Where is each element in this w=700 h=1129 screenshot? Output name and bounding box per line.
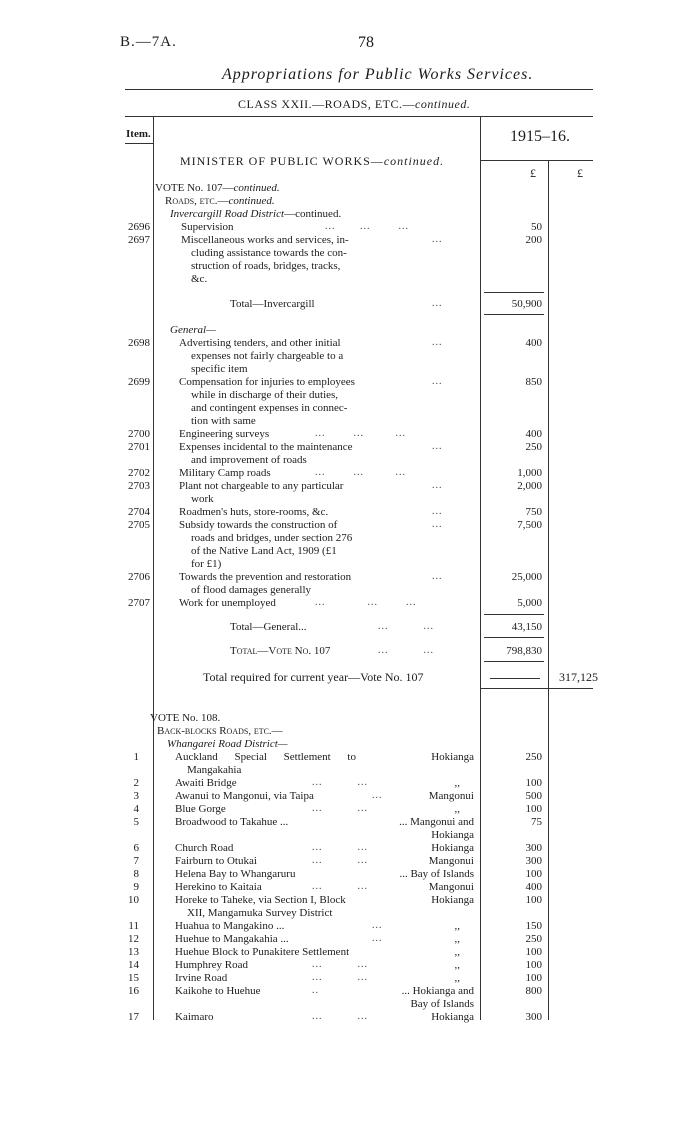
item-number: 10 [128,894,139,906]
page-number: 78 [358,34,374,51]
row-description-continued: roads and bridges, under section 276 [191,532,353,544]
currency-symbol-col1: £ [530,166,536,180]
county-name: Mangonui [428,855,474,867]
row-description: Advertising tenders, and other initial [179,337,341,349]
invercargill-total-amount: 50,900 [511,298,542,310]
leader-dots: ... [432,480,443,491]
leader-dots: ... ... [378,645,434,656]
leader-dots: ... ... [312,972,368,983]
leader-dots: ... ... [312,881,368,892]
road-name: Kaikohe to Huehue [175,985,261,997]
row-amount: 300 [525,855,542,867]
road-name: Blue Gorge [175,803,226,815]
table-top-rule [125,116,593,117]
row-amount: 300 [525,1011,542,1023]
county-name: Hokianga [431,894,474,906]
row-amount: 100 [525,777,542,789]
item-number: 13 [128,946,139,958]
vote-108-heading: VOTE No. 108. [150,712,221,724]
county-name: Hokianga [431,751,474,763]
row-amount: 250 [525,751,542,763]
row-description: Work for unemployed [179,597,276,609]
required-total-dash [490,678,540,679]
item-number: 11 [128,920,139,932]
row-description: Military Camp roads [179,467,271,479]
row-amount: 100 [525,959,542,971]
county-name: ... Hokianga and [401,985,474,997]
county-name: ,, [454,933,460,945]
year-header-rule [480,160,593,161]
leader-dots: ... [372,933,383,944]
leader-dots: ... [432,441,443,452]
row-amount: 100 [525,894,542,906]
document-reference: B.—7A. [120,34,177,50]
county-name: ,, [454,972,460,984]
invercargill-total-label: Total—Invercargill [230,298,315,310]
county-name-continued: Bay of Islands [410,998,474,1010]
leader-dots: ... ... ... [315,597,417,608]
row-amount: 2,000 [517,480,542,492]
row-amount: 750 [525,506,542,518]
road-name: Horeke to Taheke, via Section I, Block [175,894,346,906]
row-amount: 100 [525,972,542,984]
leader-dots: ... ... [312,777,368,788]
item-number: 2706 [128,571,150,583]
leader-dots: ... [432,506,443,517]
row-amount: 400 [525,428,542,440]
county-name: Mangonui [428,790,474,802]
county-name: Hokianga [431,842,474,854]
leader-dots: ... [432,337,443,348]
item-number: 12 [128,933,139,945]
row-description: Supervision [181,221,234,233]
vote-107-total-label: Total—Vote No. 107 [230,645,331,657]
row-description-continued: of the Native Land Act, 1909 (£1 [191,545,337,557]
road-name-continued: XII, Mangamuka Survey District [187,907,333,919]
road-name: Awaiti Bridge [175,777,237,789]
row-description: Towards the prevention and restoration [179,571,352,583]
invercargill-district-continued: —continued. [284,208,342,220]
road-name: Herekino to Kaitaia [175,881,262,893]
leader-dots: ... ... [312,959,368,970]
row-description-continued: and improvement of roads [191,454,307,466]
item-number: 3 [133,790,139,802]
vote-108-subheading: Back-blocks Roads, etc.— [157,725,283,737]
county-name: ,, [454,803,460,815]
row-description-continued: specific item [191,363,248,375]
leader-dots: ... [432,234,443,245]
county-name: ,, [454,777,460,789]
leader-dots: ... ... [312,855,368,866]
row-description: Miscellaneous works and services, in- [181,234,349,246]
item-number: 2705 [128,519,150,531]
class-heading-text: CLASS XXII.—ROADS, ETC.— [238,97,416,111]
subtotal-rule [484,661,544,662]
subtotal-rule [484,614,544,615]
row-amount: 100 [525,803,542,815]
row-amount: 75 [531,816,542,828]
row-amount: 500 [525,790,542,802]
road-name-continued: Mangakahia [187,764,242,776]
row-description: Subsidy towards the construction of [179,519,338,531]
vote-107-subheading [165,195,275,208]
row-description: Engineering surveys [179,428,270,440]
item-column-rule [153,116,154,1020]
invercargill-district-heading [170,208,341,221]
leader-dots: ... [432,571,443,582]
row-amount: 1,000 [517,467,542,479]
row-description: Roadmen's huts, store-rooms, &c. [179,506,329,518]
leader-dots: ... [432,376,443,387]
row-amount: 400 [525,881,542,893]
item-number: 2704 [128,506,150,518]
amount-column-middle-rule [548,160,549,1020]
item-header-rule [125,143,153,144]
leader-dots: ... ... ... [325,221,409,232]
item-number: 2698 [128,337,150,349]
row-description-continued: for £1) [191,558,222,570]
county-name: Mangonui [428,881,474,893]
row-description-continued: expenses not fairly chargeable to a [191,350,344,362]
row-description-continued: work [191,493,214,505]
row-amount: 300 [525,842,542,854]
year-column-header: 1915–16. [510,128,570,145]
row-description: Expenses incidental to the maintenance [179,441,353,453]
road-name: Humphrey Road [175,959,249,971]
row-amount: 400 [525,337,542,349]
amount-column-left-rule [480,116,481,1020]
item-number: 8 [133,868,139,880]
leader-dots: ... [372,920,383,931]
row-description-continued: tion with same [191,415,256,427]
county-name: ... Mangonui and [399,816,474,828]
row-description-continued: of flood damages generally [191,584,312,596]
item-number: 9 [133,881,139,893]
row-amount: 150 [525,920,542,932]
county-name: ,, [454,959,460,971]
leader-dots: .. [312,985,319,996]
row-amount: 5,000 [517,597,542,609]
leader-dots: ... [432,519,443,530]
row-amount: 200 [525,234,542,246]
subtotal-rule [484,637,544,638]
leader-dots: ... [432,298,443,309]
item-number: 6 [133,842,139,854]
row-amount: 100 [525,946,542,958]
item-number: 2707 [128,597,150,609]
row-amount: 250 [525,933,542,945]
class-heading-continued: continued. [415,97,471,111]
ministry-heading [180,154,444,169]
whangarei-district-heading: Whangarei Road District— [167,738,288,750]
item-number: 5 [133,816,139,828]
item-number: 15 [128,972,139,984]
item-number: 14 [128,959,139,971]
row-amount: 800 [525,985,542,997]
item-number: 2696 [128,221,150,233]
road-name: Kaimaro [175,1011,214,1023]
class-heading [238,97,470,112]
required-total-label: Total required for current year—Vote No. 107 [203,670,424,684]
road-name: Auckland Special Settlement to [175,751,356,763]
invercargill-district-name: Invercargill Road District [170,208,285,220]
road-name: Huahua to Mangakino ... [175,920,285,932]
vote-107-title: VOTE No. 107— [155,182,234,194]
county-name: ... Bay of Islands [399,868,474,880]
item-number: 2702 [128,467,150,479]
item-number: 4 [133,803,139,815]
row-description-continued: cluding assistance towards the con- [191,247,347,259]
row-amount: 100 [525,868,542,880]
road-name: Huehue Block to Punakitere Settlement [175,946,350,958]
road-name: Church Road [175,842,234,854]
row-description-continued: and contingent expenses in connec- [191,402,348,414]
county-name: Hokianga [431,1011,474,1023]
item-number: 7 [133,855,139,867]
currency-symbol-col2: £ [577,166,583,180]
required-total-amount: 317,125 [559,670,598,684]
row-amount: 25,000 [511,571,542,583]
page-title: Appropriations for Public Works Services. [222,66,534,83]
row-description: Plant not chargeable to any particular [179,480,344,492]
row-amount: 850 [525,376,542,388]
row-amount: 50 [531,221,542,233]
general-total-label: Total—General... [230,621,307,633]
county-name-continued: Hokianga [431,829,474,841]
header-rule [125,89,593,90]
road-name: Fairburn to Otukai [175,855,257,867]
road-name: Awanui to Mangonui, via Taipa [175,790,314,802]
row-description: Compensation for injuries to employees [179,376,355,388]
row-amount: 250 [525,441,542,453]
vote-107-subheading-continued: continued. [228,195,275,207]
item-number: 2701 [128,441,150,453]
item-number: 2 [133,777,139,789]
road-name: Huehue to Mangakahia ... [175,933,289,945]
leader-dots: ... ... [312,1011,368,1022]
item-number: 1 [133,751,139,763]
item-number: 2700 [128,428,150,440]
leader-dots: ... ... ... [315,467,406,478]
ministry-continued: continued. [383,154,445,168]
item-number: 2703 [128,480,150,492]
leader-dots: ... ... ... [315,428,406,439]
road-name: Helena Bay to Whangaruru [175,868,296,880]
county-name: ,, [454,946,460,958]
road-name: Irvine Road [175,972,228,984]
county-name: ,, [454,920,460,932]
vote-107-total-amount: 798,830 [506,645,542,657]
row-description-continued: while in discharge of their duties, [191,389,339,401]
vote-107-continued: continued. [233,182,280,194]
item-number: 2699 [128,376,150,388]
road-name: Broadwood to Takahue ... [175,816,289,828]
subtotal-rule [484,292,544,293]
leader-dots: ... ... [312,803,368,814]
row-amount: 7,500 [517,519,542,531]
required-total-rule [480,688,593,689]
item-number: 17 [128,1011,139,1023]
item-column-header: Item. [126,128,151,140]
row-description-continued: struction of roads, bridges, tracks, [191,260,341,272]
ministry-name: MINISTER OF PUBLIC WORKS— [180,154,384,168]
vote-107-subheading-text: Roads, etc.— [165,195,229,207]
item-number: 2697 [128,234,150,246]
general-total-amount: 43,150 [511,621,542,633]
leader-dots: ... ... [312,842,368,853]
row-description-continued: &c. [191,273,208,285]
leader-dots: ... [372,790,383,801]
general-heading: General— [170,324,216,336]
item-number: 16 [128,985,139,997]
vote-107-heading [155,182,280,195]
leader-dots: ... ... [378,621,434,632]
subtotal-rule [484,314,544,315]
